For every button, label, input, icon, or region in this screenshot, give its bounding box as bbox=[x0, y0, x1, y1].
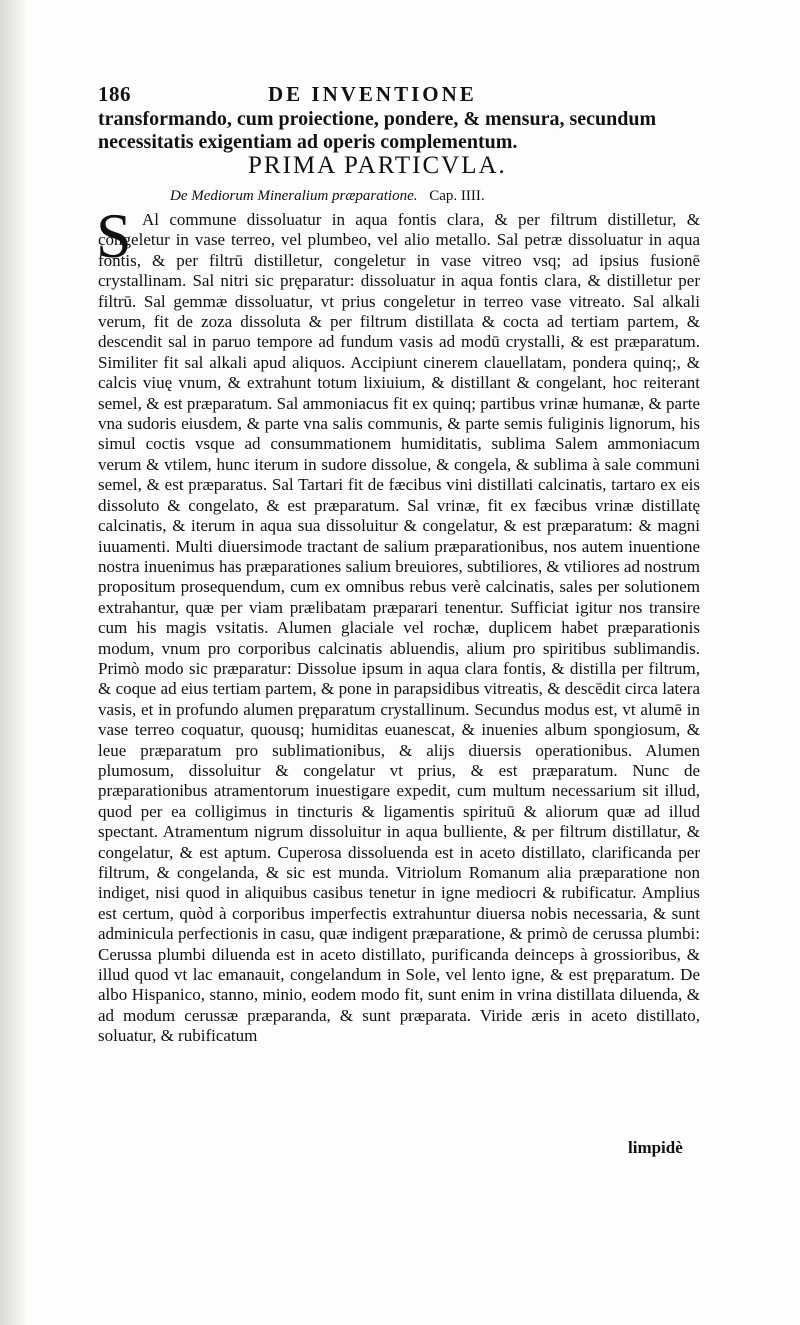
running-head bbox=[98, 82, 698, 108]
carry-over-text: transformando, cum proiectione, pondere, & mensura, secundum necessitatis exigentiam ad operis complementum. bbox=[98, 108, 657, 153]
drop-cap: S bbox=[96, 200, 132, 271]
running-title: DE INVENTIONE bbox=[268, 82, 477, 106]
chapter-number: Cap. IIII. bbox=[429, 188, 485, 204]
section-title: PRIMA PARTICVLA. bbox=[248, 152, 507, 179]
catchword: limpidè bbox=[628, 1138, 683, 1157]
body-paragraph: Al commune dissoluatur in aqua fontis clara, & per filtrum distilletur, & congeletur in vase terreo, vel plumbeo, vel alio metallo. Sal petræ dissoluatur in aqua fontis, & per filtrū distilletur, congeletur in vase vitreo vsq; ad ipsius fusionē crystallinam. Sal nitri sic pręparatur: dissoluatur in aqua fontis clara, & distilletur per filtrū. Sal gemmæ dissoluatur, vt prius congeletur in terreo vase vitreato. Sal alkali verum, fit de zoza dissoluta & per filtrum distillata & cocta ad tertiam partem, & descendit sal in paruo tempore ad fundum vasis ad modū crystalli, & est præparatum. Similiter fit sal alkali apud aliquos. Accipiunt cinerem clauellatam, pondera quinq;, & calcis viuę vnum, & extrahunt totum lixiuium, & distillant & congelant, hoc reiterant semel, & est præparatum. Sal ammoniacus fit ex quinq; partibus vrinæ humanæ, & parte vna sudoris eiusdem, & parte vna salis communis, & parte semis fuliginis lignorum, his simul coctis vsque ad consummationem humiditatis, sublima Salem ammoniacum verum & vtilem, hunc iterum in sudore dissolue, & congela, & sublima à sale communi semel, & est præparatus. Sal Tartari fit de fæcibus vini distillati calcinatis, tartaro ex eis dissoluto & congelato, & est præparatum. Sal vrinæ, fit ex fæcibus vrinæ distillatę calcinatis, & iterum in aqua sua dissoluitur & congelatur, & est præparatum: & magni iuuamenti. Multi diuersimode tractant de salium præparationibus, nos autem inuentione nostra inuenimus has præparationes salium breuiores, subtiliores, & vtiliores ad nostrum propositum prosequendum, cum ex omnibus rebus verè calcinatis, sales per solutionem extrahantur, quæ per viam prælibatam præparari tenentur. Sufficiat igitur nos transire cum his magis vsitatis. Alumen glaciale vel rochæ, duplicem habet præparationis modum, vnum pro corporibus calcinatis abluendis, alium pro spiritibus sublimandis. Primò modo sic præparatur: Dissolue ipsum in aqua clara fontis, & distilla per filtrum, & coque ad eius tertiam partem, & pone in parapsidibus vitreatis, & descēdit circa latera vasis, et in profundo alumen pręparatum crystallinum. Secundus modus est, vt alumē in vase terreo coquatur, quousq; humiditas euanescat, & inuenies album spongiosum, & leue præparatum pro sublimationibus, & alijs diuersis operationibus. Alumen plumosum, dissoluitur & congelatur vt prius, & est præparatum. Nunc de præparationibus atramentorum inuestigare expedit, cum multum necessarium sit illud, quod per ea colligimus in tincturis & ligamentis spirituū & aliorum quæ ad illud spectant. Atramentum nigrum dissoluitur in aqua bulliente, & per filtrum distillatur, & congelatur, & est aptum. Cuperosa dissoluenda est in aceto distillato, clarificanda per filtrum, & congelanda, & sic est munda. Vitriolum Romanum alia præparatione non indiget, nisi quod in aliquibus casibus tenetur in igne mediocri & rubificatur. Amplius est certum, quòd à corporibus imperfectis extrahuntur diuersa nobis necessaria, & sunt adminicula perfectionis in casu, quæ indigent præparatione, & primò de cerussa plumbi: Cerussa plumbi diluenda est in aceto distillato, purificanda deinceps à grossioribus, & illud quod vt lac emanauit, congelandum in Sole, vel lento igne, & est pręparatum. De albo Hispanico, stanno, minio, eodem modo fit, sunt enim in vrina distillata diluenda, & ad modum cerussæ præparanda, & sunt præparata. Viride æris in aceto distillato, soluatur, & rubificatum bbox=[98, 210, 700, 1046]
chapter-title: De Mediorum Mineralium præparatione. bbox=[170, 188, 418, 204]
page-number: 186 bbox=[98, 82, 131, 106]
gutter-shadow bbox=[0, 0, 28, 1325]
chapter-heading bbox=[170, 188, 485, 205]
